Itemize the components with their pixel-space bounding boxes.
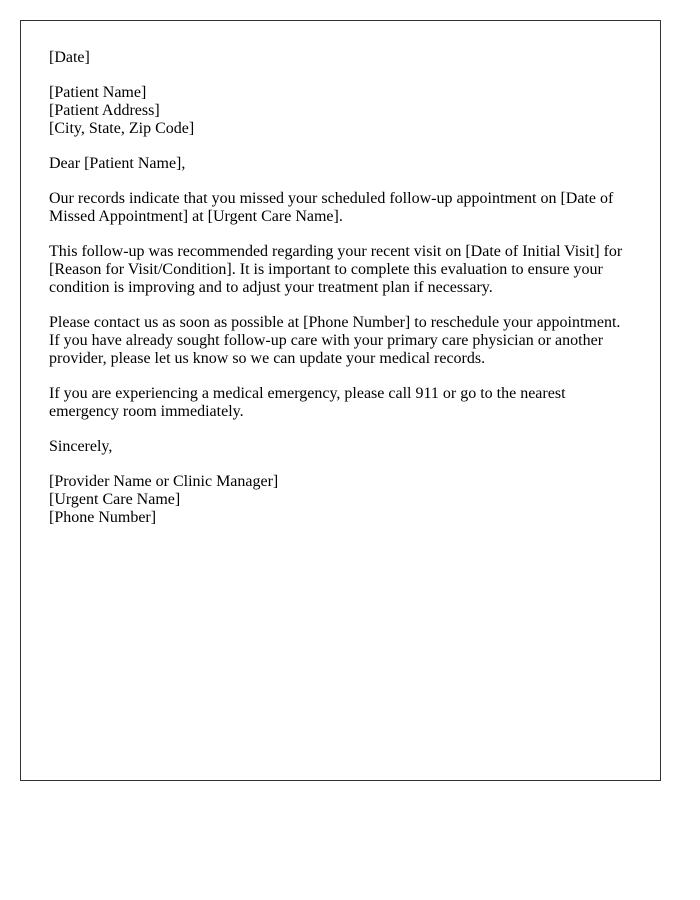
- signature-phone: [Phone Number]: [49, 509, 157, 526]
- closing: [49, 438, 632, 456]
- paragraph-follow-up-reason: [49, 243, 632, 297]
- paragraph-line: Missed Appointment] at [Urgent Care Name].: [49, 208, 343, 225]
- paragraph-line: If you have already sought follow-up care with your primary care physician or another: [49, 332, 604, 349]
- letter-date: [49, 49, 632, 67]
- paragraph-contact-us: [49, 314, 632, 368]
- letter-page: [20, 20, 661, 781]
- paragraph-emergency: [49, 385, 632, 421]
- date-text: [Date]: [49, 49, 90, 66]
- paragraph-line: Our records indicate that you missed your scheduled follow-up appointment on [Date of: [49, 190, 614, 207]
- paragraph-line: emergency room immediately.: [49, 403, 244, 420]
- recipient-address-block: [49, 84, 632, 138]
- recipient-city-state-zip: [City, State, Zip Code]: [49, 120, 195, 137]
- paragraph-line: Please contact us as soon as possible at [Phone Number] to reschedule your appointment.: [49, 314, 621, 331]
- letter-content: [49, 49, 632, 544]
- signature-name: [Provider Name or Clinic Manager]: [49, 473, 279, 490]
- closing-text: Sincerely,: [49, 438, 113, 455]
- salutation-text: Dear [Patient Name],: [49, 155, 186, 172]
- paragraph-line: This follow-up was recommended regarding your recent visit on [Date of Initial Visit] for: [49, 243, 623, 260]
- paragraph-line: provider, please let us know so we can update your medical records.: [49, 350, 486, 367]
- signature-organization: [Urgent Care Name]: [49, 491, 181, 508]
- signature-block: [49, 473, 632, 527]
- recipient-name: [Patient Name]: [49, 84, 147, 101]
- salutation: [49, 155, 632, 173]
- recipient-address: [Patient Address]: [49, 102, 160, 119]
- paragraph-line: If you are experiencing a medical emergency, please call 911 or go to the nearest: [49, 385, 566, 402]
- paragraph-line: condition is improving and to adjust your treatment plan if necessary.: [49, 279, 493, 296]
- paragraph-line: [Reason for Visit/Condition]. It is important to complete this evaluation to ensure your: [49, 261, 603, 278]
- paragraph-missed-appointment: [49, 190, 632, 226]
